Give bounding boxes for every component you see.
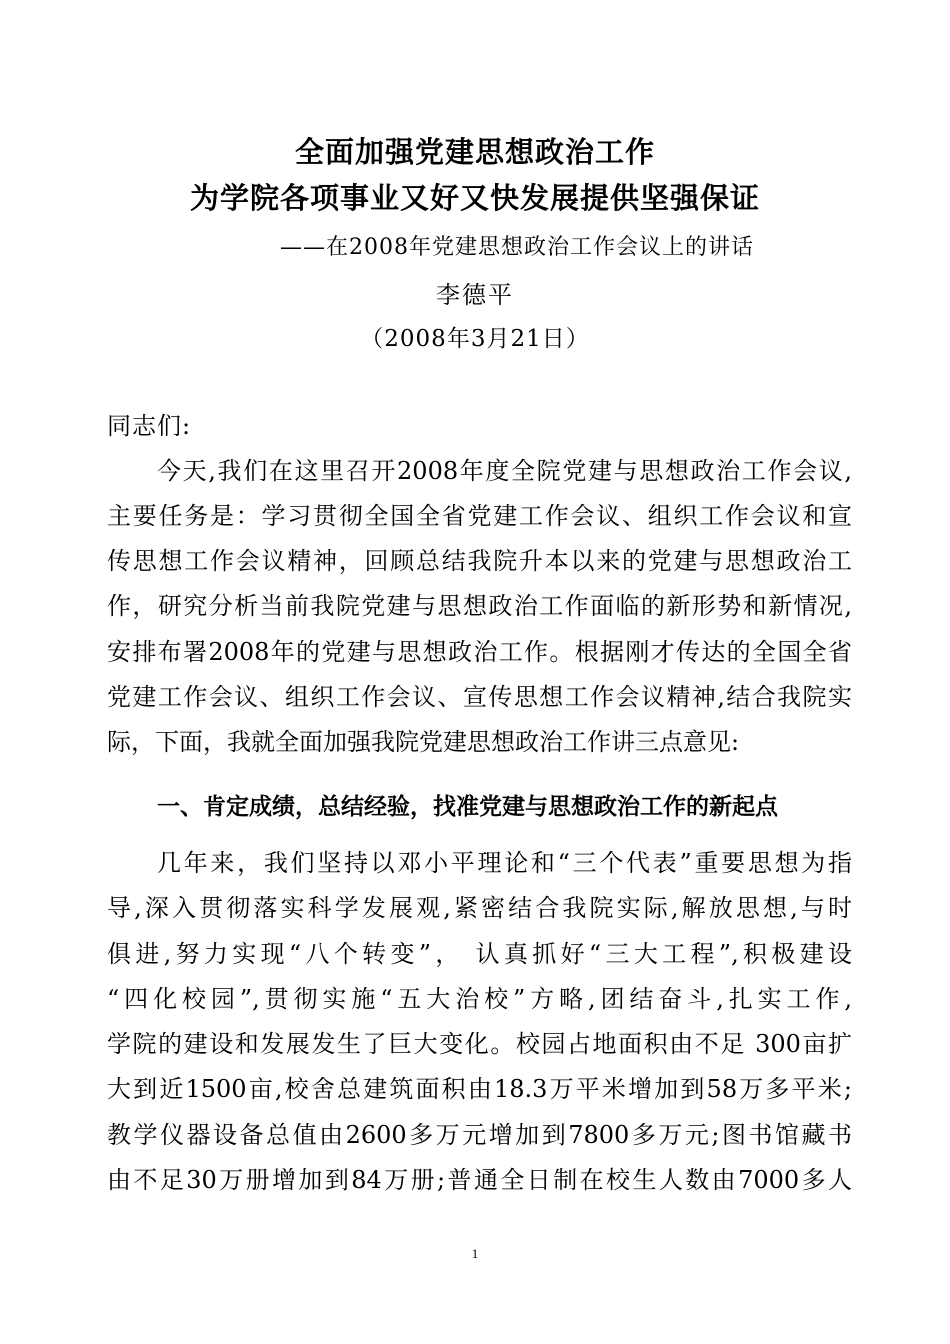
document-title-line-2: 为学院各项事业又好又快发展提供坚强保证 — [189, 181, 760, 215]
salutation: 同志们: — [107, 412, 192, 440]
intro-paragraph-line: 际，下面，我就全面加强我院党建思想政治工作讲三点意见: — [107, 728, 740, 756]
intro-paragraph-line: 安排布署2008年的党建与思想政治工作。根据刚才传达的全国全省 — [107, 638, 852, 666]
section-1-paragraph-line: 教学仪器设备总值由2600多万元增加到7800多万元;图书馆藏书 — [107, 1121, 852, 1149]
section-1-paragraph-line: “四化校园”,贯彻实施“五大治校”方略,团结奋斗,扎实工作, — [107, 985, 852, 1013]
page-number: 1 — [471, 1246, 479, 1261]
intro-paragraph-line: 主要任务是：学习贯彻全国全省党建工作会议、组织工作会议和宣 — [107, 502, 852, 530]
intro-paragraph-line: 今天,我们在这里召开2008年度全院党建与思想政治工作会议, — [157, 457, 852, 485]
document-title-line-1: 全面加强党建思想政治工作 — [294, 135, 655, 169]
intro-paragraph-line: 作，研究分析当前我院党建与思想政治工作面临的新形势和新情况, — [107, 592, 852, 620]
section-1-paragraph-line: 俱进,努力实现“八个转变”， 认真抓好“三大工程”,积极建设 — [107, 940, 852, 968]
intro-paragraph-line: 传思想工作会议精神，回顾总结我院升本以来的党建与思想政治工 — [107, 547, 852, 575]
section-1-paragraph-line: 由不足30万册增加到84万册;普通全日制在校生人数由7000多人 — [107, 1166, 852, 1194]
section-1-heading: 一、肯定成绩，总结经验，找准党建与思想政治工作的新起点 — [157, 794, 778, 820]
section-1-paragraph-line: 导,深入贯彻落实科学发展观,紧密结合我院实际,解放思想,与时 — [107, 894, 852, 922]
author-name: 李德平 — [436, 281, 514, 309]
section-1-paragraph-line: 大到近1500亩,校舍总建筑面积由18.3万平米增加到58万多平米; — [107, 1075, 852, 1103]
document-subtitle: ——在2008年党建思想政治工作会议上的讲话 — [280, 235, 754, 260]
speech-date: （2008年3月21日） — [360, 326, 590, 352]
section-1-paragraph-line: 几年来，我们坚持以邓小平理论和“三个代表”重要思想为指 — [157, 849, 852, 877]
section-1-paragraph-line: 学院的建设和发展发生了巨大变化。校园占地面积由不足 300亩扩 — [107, 1030, 852, 1058]
intro-paragraph-line: 党建工作会议、组织工作会议、宣传思想工作会议精神,结合我院实 — [107, 683, 852, 711]
